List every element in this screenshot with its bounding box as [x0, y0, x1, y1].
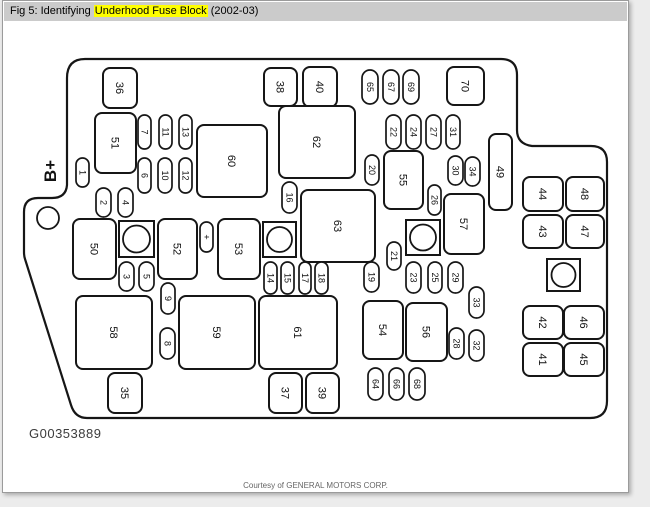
fuse-slot-label: 6 — [139, 172, 150, 179]
cavity-box-label: 61 — [291, 326, 304, 339]
fuse-slot-label: 64 — [370, 378, 381, 390]
cavity-box-label: 42 — [536, 316, 549, 329]
cavity-box-label: 37 — [278, 386, 291, 400]
b-plus-label: B+ — [40, 159, 60, 183]
cavity-box-label: 36 — [113, 81, 126, 95]
fuse-slot-label: 7 — [139, 129, 150, 135]
figure-title-suffix: (2002-03) — [207, 5, 259, 17]
cavity-box-label: 51 — [108, 136, 121, 150]
cavity-box-label: 70 — [458, 79, 471, 93]
cavity-box-label: 44 — [536, 187, 549, 201]
fuse-slot-label: 30 — [450, 165, 461, 176]
fuse-slot-label: 20 — [366, 164, 377, 176]
fuse-slot-label: 27 — [428, 126, 439, 138]
fuse-slot-label: 12 — [180, 170, 191, 181]
fuse-slot-label: 10 — [159, 170, 170, 181]
fuse-slot-label: 67 — [385, 81, 396, 93]
fuse-slot-label: 15 — [282, 272, 293, 284]
cavity-box-label: 59 — [210, 326, 223, 339]
cavity-box-label: 55 — [396, 173, 409, 187]
fuse-slot-label: 25 — [429, 272, 440, 283]
fuse-slot-label: 24 — [408, 126, 419, 138]
fuse-slot-label: 19 — [366, 271, 377, 283]
cavity-box-label: 52 — [170, 242, 183, 256]
fuse-slot-label: 34 — [467, 166, 478, 177]
fuse-block-svg — [3, 1, 630, 494]
cavity-box-label: 49 — [493, 165, 506, 179]
cavity-box-label: 60 — [225, 154, 238, 168]
cavity-box-label: 39 — [315, 386, 328, 400]
cavity-box-label: 46 — [577, 316, 590, 329]
cavity-box-label: 47 — [578, 225, 591, 238]
cavity-box-label: 56 — [419, 325, 432, 339]
cavity-box-label: 62 — [310, 135, 323, 149]
fuse-slot-label: 5 — [141, 273, 152, 280]
cavity-box-label: 54 — [376, 323, 389, 337]
cavity-box-label: 53 — [232, 242, 245, 256]
fuse-slot-label: 13 — [180, 126, 191, 138]
fuse-slot-label: 33 — [471, 297, 482, 308]
cavity-box-label: 41 — [536, 353, 549, 366]
fuse-slot-label: 4 — [120, 199, 131, 206]
fuse-slot-label: 18 — [316, 272, 327, 284]
cavity-box-label: 43 — [536, 225, 549, 238]
fuse-slot-label: 66 — [391, 378, 402, 390]
cavity-box-label: 40 — [313, 80, 326, 94]
cavity-box-label: 35 — [118, 386, 131, 400]
fuse-slot-label: 3 — [121, 273, 132, 280]
fuse-slot-label: + — [201, 234, 212, 240]
credit-line: Courtesy of GENERAL MOTORS CORP. — [243, 481, 388, 490]
fuse-slot-label: 69 — [405, 81, 416, 93]
cavity-box-label: 45 — [577, 353, 590, 366]
fuse-slot-label: 68 — [411, 378, 422, 390]
fuse-slot-label: 21 — [388, 250, 399, 262]
fuse-slot-label: 65 — [364, 81, 375, 93]
fuse-slot-label: 26 — [429, 194, 440, 206]
cavity-box-label: 58 — [107, 326, 120, 339]
figure-title-highlight: Underhood Fuse Block — [94, 5, 207, 17]
fuse-slot-label: 28 — [451, 338, 462, 349]
fuse-slot-label: 11 — [160, 127, 171, 137]
fuse-slot-label: 2 — [98, 199, 109, 206]
figure-viewer-panel — [2, 0, 629, 493]
fuse-slot-label: 32 — [471, 340, 482, 351]
fuse-slot-label: 17 — [299, 272, 310, 284]
figure-title-prefix: Fig 5: Identifying — [10, 5, 94, 17]
fuse-slot-label: 23 — [408, 272, 419, 283]
fuse-slot-label: 14 — [265, 272, 276, 284]
fuse-slot-label: 8 — [162, 340, 173, 347]
cavity-box-label: 57 — [457, 217, 470, 231]
fuse-slot-label: 1 — [77, 169, 88, 176]
cavity-box-label: 63 — [331, 219, 344, 233]
cavity-box-label: 38 — [273, 80, 286, 94]
fuse-slot-label: 22 — [388, 126, 399, 138]
fuse-slot-label: 31 — [447, 126, 458, 138]
fuse-slot-label: 9 — [162, 295, 173, 302]
fuse-slot-label: 16 — [284, 192, 295, 203]
cavity-box-label: 48 — [578, 187, 591, 201]
figure-code: G00353889 — [29, 426, 102, 441]
cavity-box-label: 50 — [87, 242, 100, 256]
fuse-slot-label: 29 — [450, 272, 461, 283]
